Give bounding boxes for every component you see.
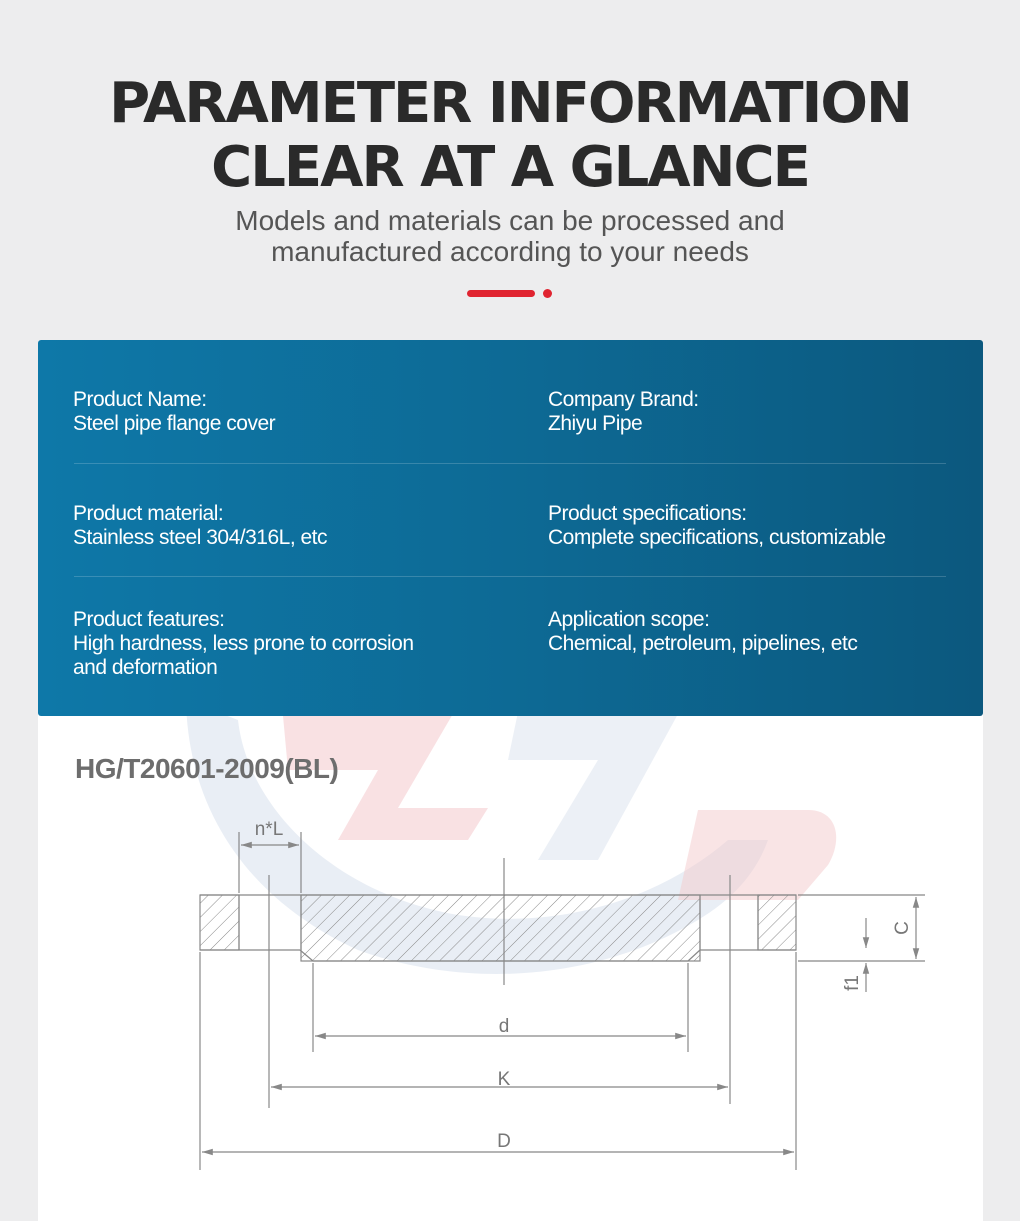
dim-bolt-circle-label: K <box>497 1069 511 1090</box>
flange-section-right <box>758 895 796 950</box>
page-title-line2: CLEAR AT A GLANCE <box>211 135 809 200</box>
dim-thickness-label: C <box>892 921 913 935</box>
spec-label: Product features: <box>73 608 225 631</box>
spec-value: Stainless steel 304/316L, etc <box>73 526 328 549</box>
page-subtitle-line2: manufactured according to your needs <box>271 236 749 267</box>
spec-value: Complete specifications, customizable <box>548 526 886 549</box>
dim-inner-diameter-label: d <box>498 1016 510 1037</box>
spec-value-line1: High hardness, less prone to corrosion <box>73 632 414 655</box>
spec-label: Product specifications: <box>548 502 747 525</box>
dim-bolt-hole-label: n*L <box>254 819 284 840</box>
spec-label: Company Brand: <box>548 388 699 411</box>
spec-label: Product Name: <box>73 388 207 411</box>
page-title-line1: PARAMETER INFORMATION <box>109 71 911 136</box>
spec-value: Zhiyu Pipe <box>548 412 643 435</box>
page-subtitle-line1: Models and materials can be processed and <box>235 205 785 236</box>
spec-value: Chemical, petroleum, pipelines, etc <box>548 632 858 655</box>
flange-section-center <box>301 895 700 961</box>
spec-label: Application scope: <box>548 608 710 631</box>
spec-value: Steel pipe flange cover <box>73 412 276 435</box>
standard-code: HG/T20601-2009(BL) <box>75 753 339 784</box>
flange-section-left <box>200 895 239 950</box>
spec-value-line2: and deformation <box>73 656 218 679</box>
dim-outer-diameter-label: D <box>497 1131 511 1152</box>
spec-label: Product material: <box>73 502 224 525</box>
dim-raised-face-label: f1 <box>842 975 863 991</box>
